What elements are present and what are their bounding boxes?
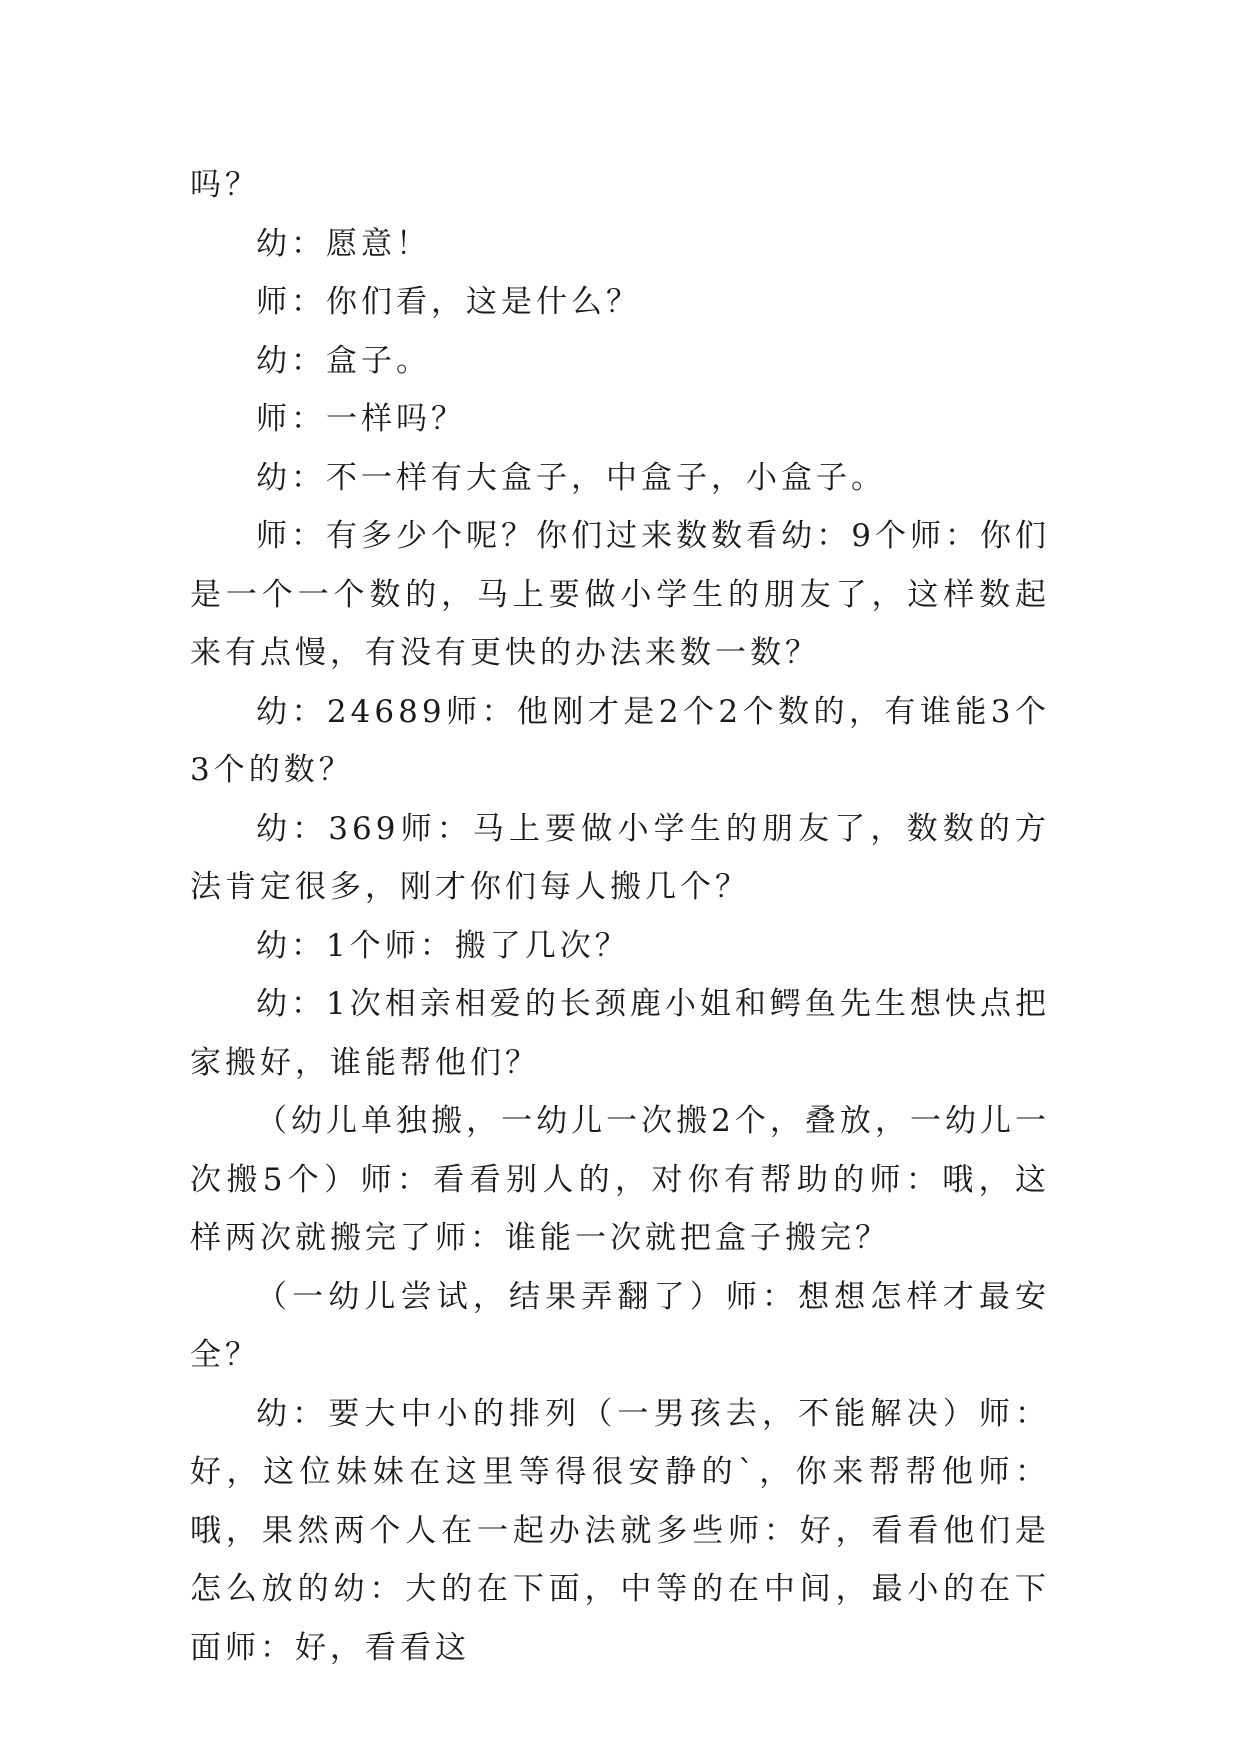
paragraph-2: 幼：愿意！ bbox=[256, 225, 431, 262]
paragraph-9: 幼：369师：马上要做小学生的朋友了，数数的方法肯定很多，刚才你们每人搬几个？ bbox=[190, 810, 1050, 905]
paragraph-1: 吗？ bbox=[190, 167, 260, 203]
paragraph-10: 幼：1个师：搬了几次？ bbox=[256, 927, 630, 964]
paragraph-6: 幼：不一样有大盒子，中盒子，小盒子。 bbox=[256, 459, 886, 496]
paragraph-8: 幼：24689师：他刚才是2个2个数的，有谁能3个3个的数？ bbox=[190, 693, 1050, 788]
document-body bbox=[190, 156, 1050, 1677]
paragraph-3: 师：你们看，这是什么？ bbox=[256, 284, 641, 320]
paragraph-4: 幼：盒子。 bbox=[256, 342, 431, 379]
paragraph-5: 师：一样吗？ bbox=[256, 401, 466, 437]
paragraph-14: 幼：要大中小的排列（一男孩去，不能解决）师：好，这位妹妹在这里等得很安静的`，你来帮帮他师：哦，果然两个人在一起办法就多些师：好，看看他们是怎么放的幼：大的在下面，中等的在中间，最小的在下面师：好，看看这 bbox=[190, 1395, 1050, 1666]
paragraph-12: （幼儿单独搬，一幼儿一次搬2个，叠放，一幼儿一次搬5个）师：看看别人的，对你有帮助的师：哦，这样两次就搬完了师：谁能一次就把盒子搬完？ bbox=[190, 1103, 1050, 1256]
paragraph-7: 师：有多少个呢？你们过来数数看幼：9个师：你们是一个一个数的，马上要做小学生的朋友了，这样数起来有点慢，有没有更快的办法来数一数？ bbox=[190, 518, 1050, 671]
paragraph-13: （一幼儿尝试，结果弄翻了）师：想想怎样才最安全？ bbox=[190, 1278, 1050, 1373]
paragraph-11: 幼：1次相亲相爱的长颈鹿小姐和鳄鱼先生想快点把家搬好，谁能帮他们？ bbox=[190, 986, 1050, 1081]
